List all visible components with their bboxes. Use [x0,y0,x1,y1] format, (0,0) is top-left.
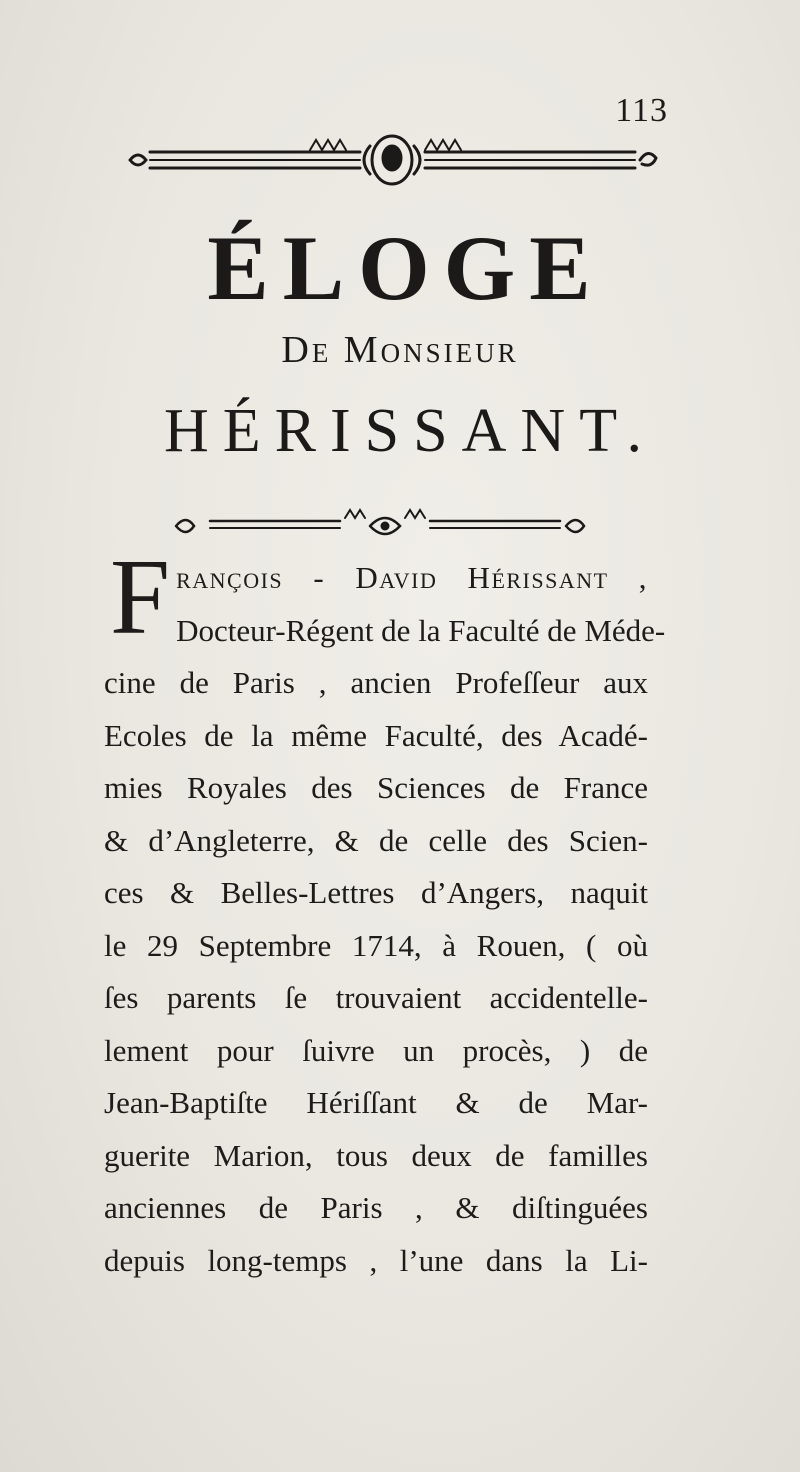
body-paragraph [104,538,666,1287]
page-number: 113 [615,92,668,129]
drop-cap: F [110,538,171,657]
title-eloge: ÉLOGE [207,217,605,319]
text-line: Docteur-Régent de la Faculté de Méde- [176,612,666,648]
text-line: rançois - David Hérissant , [176,560,648,595]
text-line: ſes parents ſe trouvaient accidentelle- [104,980,648,1015]
text-line: ces & Belles-Lettres d’Angers, naquit [104,875,648,910]
text-line: Jean-Baptiſte Hériſſant & de Mar- [104,1085,648,1120]
text-line: mies Royales des Sciences de France [104,770,648,805]
title-subtitle: De Monsieur [281,329,519,371]
text-line: anciennes de Paris , & diſtinguées [104,1190,648,1225]
text-line: le 29 Septembre 1714, à Rouen, ( où [104,927,648,963]
text-line: cine de Paris , ancien Profeſſeur aux [104,665,648,700]
text-line: lement pour ſuivre un procès, ) de [104,1032,648,1068]
top-ornament-divider [120,132,665,188]
text-line: Ecoles de la même Faculté, des Acadé- [104,717,648,753]
title-name: HÉRISSANT. [164,397,656,465]
text-line: depuis long-temps , l’une dans la Li- [104,1242,648,1278]
middle-ornament-divider [170,506,600,546]
text-line: & d’Angleterre, & de celle des Scien- [104,822,648,858]
text-line: guerite Marion, tous deux de familles [104,1137,648,1173]
